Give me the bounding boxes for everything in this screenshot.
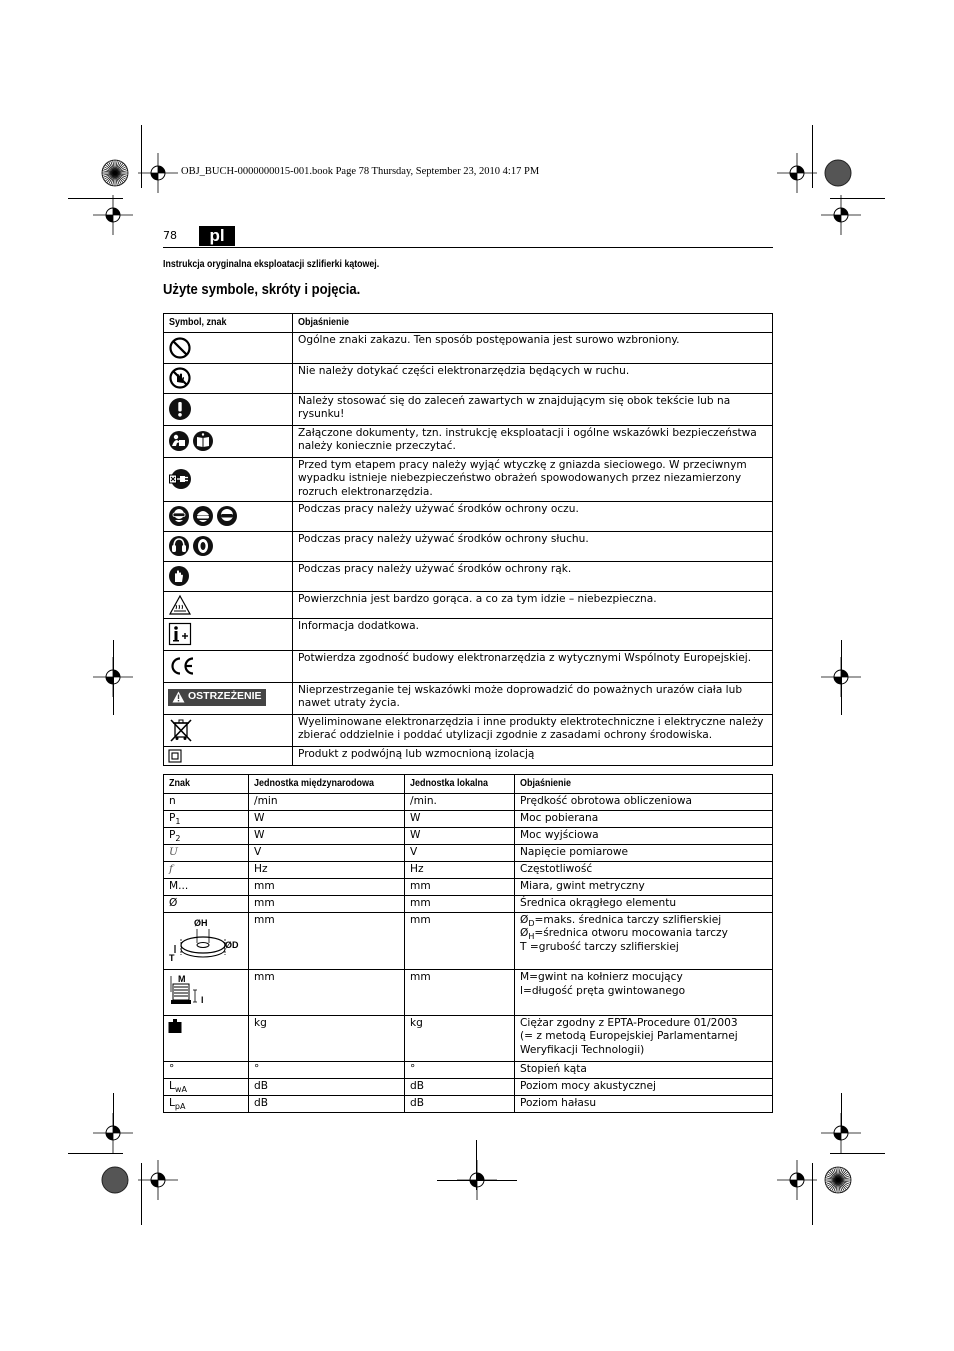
sign-cell [164,810,249,827]
crop-line [141,1163,142,1225]
column-header: Jednostka lokalna [405,775,515,794]
table-row [164,912,773,970]
table-row [164,425,773,457]
sign-cell [164,895,249,912]
double-insulation-icon [168,750,184,762]
description-text: =średnica otworu mocowania tarczy [534,927,728,939]
svg-text:ØD: ØD [225,939,239,950]
sign-subscript: wA [174,1084,187,1094]
international-unit-cell: kg [249,1015,405,1061]
sign-symbol: Ø [169,896,178,909]
column-header: Objaśnienie [293,314,773,333]
description-text: Ø [520,927,529,939]
table-row [164,793,773,810]
description-cell [515,970,773,1016]
table-row [164,561,773,591]
description-cell: Średnica okrągłego elementu [515,895,773,912]
table-row [164,457,773,501]
description-cell [515,1015,773,1061]
description-cell [515,912,773,970]
sign-subscript: pA [174,1101,186,1111]
description-text: Weryfikacji Technologii) [520,1043,645,1056]
registration-mark-icon [777,153,817,193]
prohibition-icon [168,342,194,354]
registration-mark-icon [138,1160,178,1200]
units-table [163,774,773,1113]
international-unit-cell: Hz [249,861,405,878]
crop-line [68,198,123,199]
sign-symbol: n [169,794,176,807]
gray-target-icon [101,1166,129,1194]
description-text: Ciężar zgodny z EPTA-Procedure 01/2003 [520,1016,738,1029]
explanation-cell: Załączone dokumenty, tzn. instrukcję eksploatacji i ogólne wskazówki bezpieczeństwa należy koniecznie przeczytać. [293,425,773,457]
read-manual-icon [168,435,216,447]
international-unit-cell: mm [249,895,405,912]
page-number: 78 [163,229,177,242]
svg-text:l: l [201,995,204,1005]
hand-protection-icon [168,570,192,582]
table-row [164,1095,773,1112]
local-unit-cell: V [405,844,515,861]
local-unit-cell: W [405,810,515,827]
local-unit-cell: /min. [405,793,515,810]
explanation-cell: Produkt z podwójną lub wzmocnioną izolacją [293,746,773,766]
local-unit-cell: ° [405,1061,515,1078]
sign-cell [164,793,249,810]
registration-mark-icon [821,195,861,235]
svg-text:ØH: ØH [194,917,208,928]
description-cell: Poziom hałasu [515,1095,773,1112]
sign-cell [164,861,249,878]
description-line [520,927,767,941]
spindle-thread-icon [167,974,207,1011]
crop-line [841,640,842,715]
table-row [164,810,773,827]
description-subscript: H [528,932,535,942]
local-unit-cell: kg [405,1015,515,1061]
sign-cell [164,1095,249,1112]
explanation-cell: Ogólne znaki zakazu. Ten sposób postępowania jest surowo wzbroniony. [293,332,773,363]
local-unit-cell: W [405,827,515,844]
description-line [520,1044,767,1058]
symbol-cell [164,393,293,425]
description-text: (= z metodą Europejskiej Parlamentarnej [520,1030,738,1042]
svg-text:M: M [178,974,186,984]
table-row [164,682,773,714]
table-row [164,393,773,425]
color-target-icon [824,1166,852,1194]
crop-line [830,1153,885,1154]
symbol-cell [164,618,293,650]
sign-cell [164,912,249,970]
sign-cell [164,1061,249,1078]
explanation-cell: Przed tym etapem pracy należy wyjąć wtyczkę z gniazda sieciowego. W przeciwnym wypadku istnieje niebezpieczeństwo obrażeń spowodowanych przez niezamierzony rozruch elektronarzędzia. [293,457,773,501]
no-touch-icon [168,372,194,384]
table-row [164,650,773,682]
description-text: l=długość pręta gwintowanego [520,984,686,997]
file-info: OBJ_BUCH-0000000015-001.book Page 78 Thursday, September 23, 2010 4:17 PM [181,166,540,177]
international-unit-cell: mm [249,970,405,1016]
international-unit-cell: /min [249,793,405,810]
local-unit-cell: dB [405,1078,515,1095]
symbols-table [163,313,773,766]
table-row [164,844,773,861]
sign-cell [164,878,249,895]
international-unit-cell: dB [249,1095,405,1112]
sign-cell [164,827,249,844]
ce-mark-icon [168,660,198,672]
warning-label [168,689,266,706]
description-line [520,985,767,999]
description-cell: Stopień kąta [515,1061,773,1078]
eye-protection-icon [168,510,240,522]
explanation-cell: Potwierdza zgodność budowy elektronarzędzia z wytycznymi Wspólnoty Europejskiej. [293,650,773,682]
local-unit-cell: dB [405,1095,515,1112]
crop-line [812,125,813,188]
crop-line [437,1180,517,1181]
explanation-cell: Podczas pracy należy używać środków ochrony słuchu. [293,531,773,561]
sign-subscript: 2 [175,833,181,843]
table-row [164,501,773,531]
description-line [520,971,767,985]
crop-line [113,1093,114,1128]
sign-symbol: P [169,828,176,841]
hot-surface-icon [168,599,194,611]
table-row [164,531,773,561]
symbol-cell [164,501,293,531]
symbol-cell [164,363,293,393]
table-row [164,363,773,393]
sign-symbol: f [169,862,173,875]
symbol-cell [164,714,293,746]
explanation-cell: Wyeliminowane elektronarzędzia i inne produkty elektrotechniczne i elektryczne należy zbierać oddzielnie i poddać utylizacji zgodnie z zasadami ochrony środowiska. [293,714,773,746]
local-unit-cell: mm [405,878,515,895]
local-unit-cell: Hz [405,861,515,878]
crop-line [141,125,142,188]
header-rule [163,247,773,248]
sign-cell [164,1015,249,1061]
sign-symbol: M... [169,879,189,892]
symbol-cell [164,332,293,363]
international-unit-cell: V [249,844,405,861]
mandatory-exclamation-icon [168,403,194,415]
description-subscript: D [528,918,535,928]
table-row [164,970,773,1016]
explanation-cell: Powierzchnia jest bardzo gorąca. a co za tym idzie – niebezpieczna. [293,591,773,618]
symbol-cell [164,650,293,682]
explanation-cell: Nieprzestrzeganie tej wskazówki może doprowadzić do poważnych urazów ciała lub nawet utraty życia. [293,682,773,714]
symbol-cell [164,457,293,501]
sign-symbol: U [169,845,178,858]
sign-cell [164,970,249,1016]
description-cell: Miara, gwint metryczny [515,878,773,895]
description-cell: Częstotliwość [515,861,773,878]
table-row [164,878,773,895]
ear-protection-icon [168,540,216,552]
crop-line [830,198,885,199]
sign-cell [164,1078,249,1095]
warning-label-text: OSTRZEŻENIE [188,690,262,703]
table-row [164,827,773,844]
description-cell: Poziom mocy akustycznej [515,1078,773,1095]
registration-mark-icon [777,1160,817,1200]
description-text: T =grubość tarczy szlifierskiej [520,940,679,953]
table-row [164,1061,773,1078]
explanation-cell: Nie należy dotykać części elektronarzędzia będących w ruchu. [293,363,773,393]
weee-bin-icon [168,724,196,736]
local-unit-cell: mm [405,970,515,1016]
document-subtitle: Instrukcja oryginalna eksploatacji szlifierki kątowej. [163,259,380,270]
svg-text:T: T [169,952,175,963]
description-cell: Prędkość obrotowa obliczeniowa [515,793,773,810]
unplug-icon [168,473,194,485]
international-unit-cell: mm [249,912,405,970]
explanation-cell: Należy stosować się do zaleceń zawartych w znajdującym się obok tekście lub na rysunku! [293,393,773,425]
sign-symbol: L [169,1096,175,1109]
registration-mark-icon [138,153,178,193]
description-cell: Moc pobierana [515,810,773,827]
symbol-cell [164,531,293,561]
symbol-cell [164,682,293,714]
sign-symbol: P [169,811,176,824]
local-unit-cell: mm [405,912,515,970]
international-unit-cell: dB [249,1078,405,1095]
weight-icon [167,1025,183,1037]
international-unit-cell: W [249,810,405,827]
description-text: M=gwint na kołnierz mocujący [520,971,683,983]
table-row [164,1078,773,1095]
international-unit-cell: mm [249,878,405,895]
sign-symbol: L [169,1079,175,1092]
page-title: Użyte symbole, skróty i pojęcia. [163,282,361,298]
crop-line [113,640,114,715]
column-header: Symbol, znak [164,314,293,333]
crop-line [68,1153,123,1154]
gray-target-icon [824,159,852,187]
description-cell: Moc wyjściowa [515,827,773,844]
table-row [164,618,773,650]
sign-symbol: ° [169,1062,175,1075]
symbol-cell [164,746,293,766]
sign-subscript: 1 [175,816,181,826]
column-header: Jednostka międzynarodowa [249,775,405,794]
table-row [164,895,773,912]
table-row [164,332,773,363]
description-text: =maks. średnica tarczy szlifierskiej [534,913,722,926]
table-row [164,714,773,746]
warning-triangle-icon [172,691,185,703]
table-row [164,861,773,878]
description-line [520,914,767,928]
crop-line [841,1093,842,1128]
description-text: Ø [520,913,529,926]
column-header: Objaśnienie [515,775,773,794]
column-header: Znak [164,775,249,794]
symbol-cell [164,591,293,618]
language-tab: pl [199,226,235,246]
description-cell: Napięcie pomiarowe [515,844,773,861]
crop-line [476,1140,477,1190]
table-row [164,1015,773,1061]
explanation-cell: Podczas pracy należy używać środków ochrony oczu. [293,501,773,531]
local-unit-cell: mm [405,895,515,912]
color-target-icon [101,159,129,187]
disc-dimensions-icon [167,917,245,966]
info-icon [168,628,194,640]
table-row [164,746,773,766]
crop-line [812,1163,813,1225]
explanation-cell: Podczas pracy należy używać środków ochrony rąk. [293,561,773,591]
international-unit-cell: ° [249,1061,405,1078]
description-line [520,941,767,955]
sign-cell [164,844,249,861]
international-unit-cell: W [249,827,405,844]
description-line [520,1017,767,1031]
registration-mark-icon [93,195,133,235]
symbol-cell [164,561,293,591]
table-row [164,591,773,618]
symbol-cell [164,425,293,457]
explanation-cell: Informacja dodatkowa. [293,618,773,650]
description-line [520,1030,767,1044]
